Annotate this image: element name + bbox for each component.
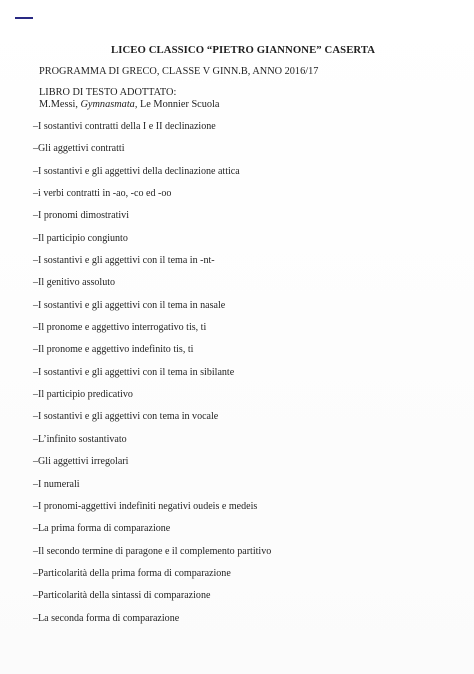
topic-item [33,165,413,187]
topic-text: –I pronomi-aggettivi indefiniti negativi oudeis e medeis [33,500,258,512]
topic-text: –I numerali [33,478,80,490]
topic-text: –Particolarità della prima forma di comparazione [33,567,231,579]
topic-text: –I sostantivi e gli aggettivi con il tema in sibilante [33,366,235,378]
topic-item [33,276,413,298]
topic-item [33,120,413,142]
topic-text: –La prima forma di comparazione [33,523,171,535]
topic-item [33,612,413,634]
school-title: LICEO CLASSICO “PIETRO GIANNONE” CASERTA [111,44,376,56]
topic-item [33,478,413,500]
topic-item [33,433,413,455]
textbook-line [39,99,219,110]
topic-item [33,522,413,544]
topic-item [33,254,413,276]
topic-item [33,142,413,164]
topic-text: –La seconda forma di comparazione [33,612,180,624]
topic-item [33,589,413,611]
textbook-author: M.Messi, [39,99,81,110]
topic-item [33,366,413,388]
topic-item [33,343,413,365]
topic-text: –Il secondo termine di paragone e il complemento partitivo [33,545,272,557]
topic-text: –i verbi contratti in -ao, -co ed -oo [33,188,172,200]
topic-text: –Particolarità della sintassi di comparazione [33,590,211,602]
topic-text: –Il genitivo assoluto [33,277,116,289]
topic-text: –Gli aggettivi irregolari [33,456,129,468]
topic-text: –Gli aggettivi contratti [33,143,125,155]
topic-text: –I pronomi dimostrativi [33,210,129,222]
topic-item [33,410,413,432]
textbook-title: Gymnasmata [80,99,135,110]
topic-text: –I sostantivi e gli aggettivi con il tema in -nt- [33,255,215,267]
topic-item [33,545,413,567]
topic-text: –I sostantivi e gli aggettivi con il tema in nasale [33,299,226,311]
topic-item [33,388,413,410]
topic-item [33,187,413,209]
textbook-label: LIBRO DI TESTO ADOTTATO: [39,87,177,98]
topic-text: –L’infinito sostantivato [33,433,127,445]
topic-item [33,232,413,254]
program-line: PROGRAMMA DI GRECO, CLASSE V GINN.B, ANNO 2016/17 [39,66,319,77]
topic-item [33,209,413,231]
ink-mark [15,17,33,19]
topic-list [33,120,413,634]
topic-text: –Il pronome e aggettivo indefinito tis, ti [33,344,194,356]
topic-item [33,500,413,522]
topic-text: –I sostantivi contratti della I e II declinazione [33,121,216,132]
topic-item [33,455,413,477]
topic-text: –I sostantivi e gli aggettivi con tema in vocale [33,411,219,423]
topic-text: –Il participio predicativo [33,389,133,401]
topic-item [33,299,413,321]
topic-item [33,567,413,589]
topic-text: –Il participio congiunto [33,232,128,244]
topic-text: –Il pronome e aggettivo interrogativo tis, ti [33,322,207,334]
topic-text: –I sostantivi e gli aggettivi della declinazione attica [33,165,240,177]
textbook-publisher: , Le Monnier Scuola [134,99,220,110]
topic-item [33,321,413,343]
